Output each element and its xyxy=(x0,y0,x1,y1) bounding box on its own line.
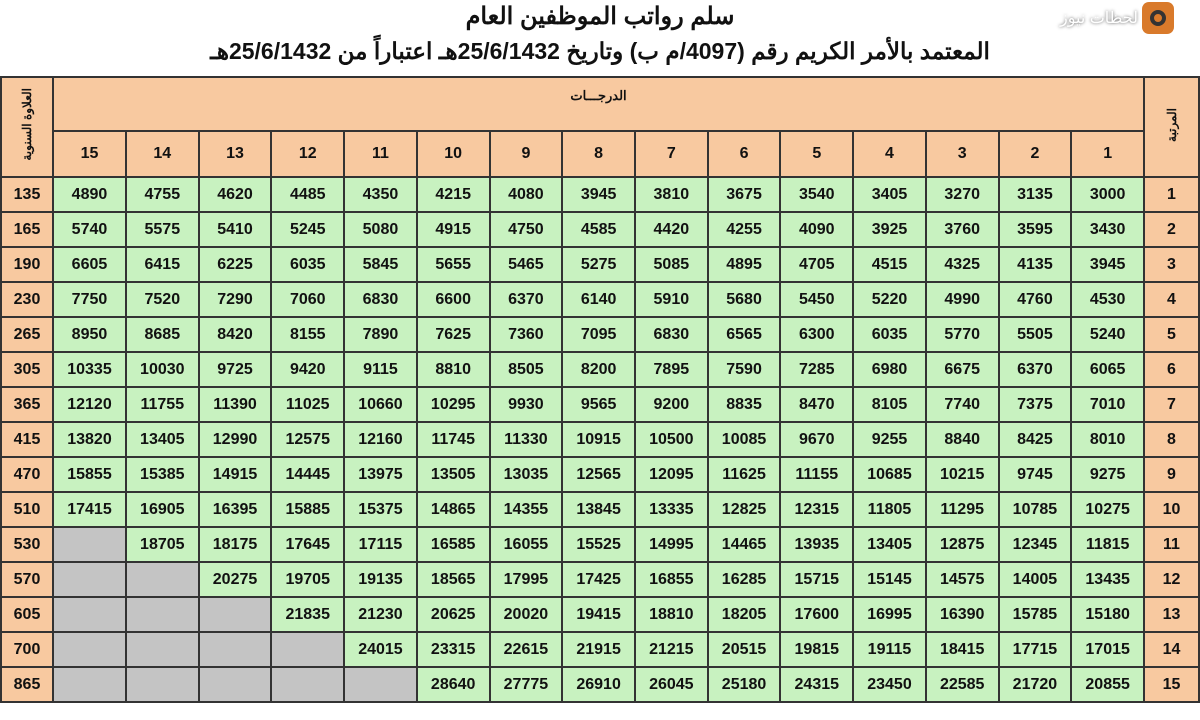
table-row xyxy=(1,632,1199,667)
salary-cell: 19115 xyxy=(853,632,926,667)
salary-cell: 14865 xyxy=(417,492,490,527)
salary-cell: 12575 xyxy=(271,422,344,457)
salary-cell: 9745 xyxy=(999,457,1072,492)
page-subtitle: المعتمد بالأمر الكريم رقم (4097/م ب) وتاريخ 25/6/1432هـ اعتباراً من 25/6/1432هـ xyxy=(210,38,990,64)
salary-cell: 4750 xyxy=(490,212,563,247)
salary-cell: 13975 xyxy=(344,457,417,492)
empty-cell xyxy=(199,632,272,667)
salary-cell: 14005 xyxy=(999,562,1072,597)
salary-cell: 4620 xyxy=(199,177,272,212)
salary-cell: 11295 xyxy=(926,492,999,527)
salary-cell: 6830 xyxy=(635,317,708,352)
salary-cell: 5910 xyxy=(635,282,708,317)
salary-cell: 5085 xyxy=(635,247,708,282)
salary-cell: 15145 xyxy=(853,562,926,597)
salary-cell: 7290 xyxy=(199,282,272,317)
salary-cell: 17715 xyxy=(999,632,1072,667)
salary-cell: 8685 xyxy=(126,317,199,352)
camera-logo-icon xyxy=(1142,2,1174,34)
empty-cell xyxy=(53,667,126,702)
salary-cell: 9420 xyxy=(271,352,344,387)
salary-cell: 4990 xyxy=(926,282,999,317)
salary-cell: 4585 xyxy=(562,212,635,247)
salary-cell: 3430 xyxy=(1071,212,1144,247)
rank-cell: 9 xyxy=(1144,457,1199,492)
salary-cell: 11755 xyxy=(126,387,199,422)
salary-cell: 4485 xyxy=(271,177,344,212)
increment-cell: 265 xyxy=(1,317,53,352)
salary-cell: 10660 xyxy=(344,387,417,422)
salary-cell: 15785 xyxy=(999,597,1072,632)
salary-cell: 10275 xyxy=(1071,492,1144,527)
salary-cell: 15715 xyxy=(780,562,853,597)
salary-cell: 6830 xyxy=(344,282,417,317)
salary-cell: 14445 xyxy=(271,457,344,492)
table-row xyxy=(1,457,1199,492)
salary-cell: 8200 xyxy=(562,352,635,387)
salary-cell: 8105 xyxy=(853,387,926,422)
salary-cell: 6370 xyxy=(999,352,1072,387)
salary-cell: 13335 xyxy=(635,492,708,527)
rank-cell: 3 xyxy=(1144,247,1199,282)
grade-header: 8 xyxy=(562,131,635,177)
salary-cell: 8470 xyxy=(780,387,853,422)
increment-cell: 165 xyxy=(1,212,53,247)
salary-cell: 24315 xyxy=(780,667,853,702)
salary-cell: 7590 xyxy=(708,352,781,387)
increment-cell: 605 xyxy=(1,597,53,632)
salary-cell: 15855 xyxy=(53,457,126,492)
salary-cell: 5655 xyxy=(417,247,490,282)
salary-cell: 15885 xyxy=(271,492,344,527)
salary-cell: 4895 xyxy=(708,247,781,282)
salary-cell: 10915 xyxy=(562,422,635,457)
salary-cell: 19705 xyxy=(271,562,344,597)
salary-cell: 20275 xyxy=(199,562,272,597)
salary-cell: 19135 xyxy=(344,562,417,597)
salary-cell: 11745 xyxy=(417,422,490,457)
salary-cell: 8425 xyxy=(999,422,1072,457)
salary-cell: 10295 xyxy=(417,387,490,422)
salary-cell: 4915 xyxy=(417,212,490,247)
increment-cell: 365 xyxy=(1,387,53,422)
salary-cell: 7520 xyxy=(126,282,199,317)
table-row xyxy=(1,282,1199,317)
salary-cell: 4420 xyxy=(635,212,708,247)
grade-header: 14 xyxy=(126,131,199,177)
rank-cell: 7 xyxy=(1144,387,1199,422)
salary-cell: 17645 xyxy=(271,527,344,562)
salary-cell: 7890 xyxy=(344,317,417,352)
salary-cell: 7375 xyxy=(999,387,1072,422)
salary-cell: 6065 xyxy=(1071,352,1144,387)
salary-cell: 6370 xyxy=(490,282,563,317)
grade-header: 9 xyxy=(490,131,563,177)
grade-header: 10 xyxy=(417,131,490,177)
salary-cell: 5845 xyxy=(344,247,417,282)
table-row xyxy=(1,247,1199,282)
table-row xyxy=(1,212,1199,247)
salary-cell: 16855 xyxy=(635,562,708,597)
salary-cell: 12875 xyxy=(926,527,999,562)
grade-header: 7 xyxy=(635,131,708,177)
table-row xyxy=(1,352,1199,387)
salary-cell: 5080 xyxy=(344,212,417,247)
salary-cell: 13820 xyxy=(53,422,126,457)
salary-cell: 18205 xyxy=(708,597,781,632)
rank-cell: 5 xyxy=(1144,317,1199,352)
salary-cell: 9670 xyxy=(780,422,853,457)
salary-cell: 5240 xyxy=(1071,317,1144,352)
salary-cell: 9565 xyxy=(562,387,635,422)
salary-cell: 9115 xyxy=(344,352,417,387)
salary-cell: 16585 xyxy=(417,527,490,562)
salary-cell: 16995 xyxy=(853,597,926,632)
grade-header: 13 xyxy=(199,131,272,177)
salary-cell: 6035 xyxy=(271,247,344,282)
salary-cell: 9725 xyxy=(199,352,272,387)
salary-cell: 16905 xyxy=(126,492,199,527)
grade-header: 11 xyxy=(344,131,417,177)
rank-header: المرتبة xyxy=(1144,77,1199,177)
salary-cell: 14915 xyxy=(199,457,272,492)
table-row xyxy=(1,317,1199,352)
increment-cell: 415 xyxy=(1,422,53,457)
salary-cell: 20515 xyxy=(708,632,781,667)
grade-header: 5 xyxy=(780,131,853,177)
empty-cell xyxy=(199,597,272,632)
increment-cell: 190 xyxy=(1,247,53,282)
salary-cell: 4135 xyxy=(999,247,1072,282)
salary-cell: 5465 xyxy=(490,247,563,282)
salary-cell: 4325 xyxy=(926,247,999,282)
salary-cell: 15375 xyxy=(344,492,417,527)
salary-cell: 4215 xyxy=(417,177,490,212)
salary-cell: 10215 xyxy=(926,457,999,492)
salary-cell: 5575 xyxy=(126,212,199,247)
salary-cell: 7285 xyxy=(780,352,853,387)
empty-cell xyxy=(271,632,344,667)
increment-cell: 135 xyxy=(1,177,53,212)
salary-cell: 15180 xyxy=(1071,597,1144,632)
salary-cell: 20855 xyxy=(1071,667,1144,702)
salary-cell: 22585 xyxy=(926,667,999,702)
salary-cell: 18810 xyxy=(635,597,708,632)
empty-cell xyxy=(53,527,126,562)
salary-cell: 7095 xyxy=(562,317,635,352)
empty-cell xyxy=(53,597,126,632)
salary-cell: 3810 xyxy=(635,177,708,212)
increment-cell: 305 xyxy=(1,352,53,387)
salary-cell: 10030 xyxy=(126,352,199,387)
table-row xyxy=(1,562,1199,597)
salary-cell: 7750 xyxy=(53,282,126,317)
rank-cell: 11 xyxy=(1144,527,1199,562)
salary-cell: 10785 xyxy=(999,492,1072,527)
rank-cell: 8 xyxy=(1144,422,1199,457)
grade-header: 3 xyxy=(926,131,999,177)
salary-cell: 6035 xyxy=(853,317,926,352)
increment-header: العلاوة السنوية xyxy=(1,77,53,177)
salary-cell: 5275 xyxy=(562,247,635,282)
rank-cell: 10 xyxy=(1144,492,1199,527)
salary-cell: 23315 xyxy=(417,632,490,667)
salary-cell: 18175 xyxy=(199,527,272,562)
increment-cell: 530 xyxy=(1,527,53,562)
rank-cell: 2 xyxy=(1144,212,1199,247)
salary-cell: 12315 xyxy=(780,492,853,527)
salary-cell: 17415 xyxy=(53,492,126,527)
salary-cell: 16390 xyxy=(926,597,999,632)
increment-cell: 865 xyxy=(1,667,53,702)
salary-cell: 11805 xyxy=(853,492,926,527)
salary-cell: 27775 xyxy=(490,667,563,702)
salary-cell: 8155 xyxy=(271,317,344,352)
salary-cell: 10500 xyxy=(635,422,708,457)
salary-cell: 7740 xyxy=(926,387,999,422)
salary-cell: 11155 xyxy=(780,457,853,492)
salary-cell: 12095 xyxy=(635,457,708,492)
salary-cell: 8835 xyxy=(708,387,781,422)
salary-cell: 15385 xyxy=(126,457,199,492)
salary-cell: 11815 xyxy=(1071,527,1144,562)
salary-cell: 13845 xyxy=(562,492,635,527)
salary-cell: 3595 xyxy=(999,212,1072,247)
grade-header: 2 xyxy=(999,131,1072,177)
salary-cell: 5410 xyxy=(199,212,272,247)
salary-cell: 25180 xyxy=(708,667,781,702)
salary-cell: 18705 xyxy=(126,527,199,562)
salary-cell: 5245 xyxy=(271,212,344,247)
salary-cell: 18565 xyxy=(417,562,490,597)
salary-cell: 12120 xyxy=(53,387,126,422)
grade-header: 6 xyxy=(708,131,781,177)
salary-cell: 14995 xyxy=(635,527,708,562)
grade-header: 12 xyxy=(271,131,344,177)
salary-cell: 14465 xyxy=(708,527,781,562)
salary-cell: 4090 xyxy=(780,212,853,247)
table-row xyxy=(1,597,1199,632)
salary-cell: 8420 xyxy=(199,317,272,352)
salary-cell: 6600 xyxy=(417,282,490,317)
salary-cell: 11025 xyxy=(271,387,344,422)
salary-cell: 20625 xyxy=(417,597,490,632)
empty-cell xyxy=(199,667,272,702)
rank-cell: 4 xyxy=(1144,282,1199,317)
salary-cell: 4760 xyxy=(999,282,1072,317)
salary-cell: 21835 xyxy=(271,597,344,632)
table-row xyxy=(1,177,1199,212)
salary-cell: 8950 xyxy=(53,317,126,352)
salary-cell: 17995 xyxy=(490,562,563,597)
salary-cell: 12565 xyxy=(562,457,635,492)
salary-cell: 3270 xyxy=(926,177,999,212)
empty-cell xyxy=(271,667,344,702)
salary-cell: 9930 xyxy=(490,387,563,422)
salary-cell: 4530 xyxy=(1071,282,1144,317)
salary-cell: 11625 xyxy=(708,457,781,492)
salary-cell: 6605 xyxy=(53,247,126,282)
table-row xyxy=(1,527,1199,562)
salary-cell: 9275 xyxy=(1071,457,1144,492)
grade-header: 4 xyxy=(853,131,926,177)
rank-cell: 1 xyxy=(1144,177,1199,212)
salary-cell: 6980 xyxy=(853,352,926,387)
salary-cell: 9255 xyxy=(853,422,926,457)
salary-cell: 5450 xyxy=(780,282,853,317)
salary-cell: 8505 xyxy=(490,352,563,387)
salary-cell: 21215 xyxy=(635,632,708,667)
salary-cell: 4755 xyxy=(126,177,199,212)
rank-cell: 12 xyxy=(1144,562,1199,597)
salary-cell: 10085 xyxy=(708,422,781,457)
salary-cell: 5680 xyxy=(708,282,781,317)
salary-cell: 6140 xyxy=(562,282,635,317)
salary-cell: 10335 xyxy=(53,352,126,387)
empty-cell xyxy=(126,597,199,632)
salary-cell: 23450 xyxy=(853,667,926,702)
salary-cell: 3925 xyxy=(853,212,926,247)
empty-cell xyxy=(344,667,417,702)
salary-cell: 3675 xyxy=(708,177,781,212)
salary-cell: 28640 xyxy=(417,667,490,702)
salary-cell: 13405 xyxy=(853,527,926,562)
salary-cell: 17425 xyxy=(562,562,635,597)
salary-cell: 13505 xyxy=(417,457,490,492)
grades-header: الدرجـــات xyxy=(53,77,1144,131)
empty-cell xyxy=(126,562,199,597)
salary-cell: 19815 xyxy=(780,632,853,667)
salary-cell: 6565 xyxy=(708,317,781,352)
salary-cell: 7360 xyxy=(490,317,563,352)
salary-cell: 22615 xyxy=(490,632,563,667)
salary-cell: 10685 xyxy=(853,457,926,492)
salary-cell: 5740 xyxy=(53,212,126,247)
salary-cell: 9200 xyxy=(635,387,708,422)
salary-cell: 18415 xyxy=(926,632,999,667)
rank-cell: 14 xyxy=(1144,632,1199,667)
rank-cell: 6 xyxy=(1144,352,1199,387)
salary-cell: 14355 xyxy=(490,492,563,527)
salary-cell: 21230 xyxy=(344,597,417,632)
page-title: سلم رواتب الموظفين العام xyxy=(465,3,735,30)
salary-cell: 17115 xyxy=(344,527,417,562)
salary-cell: 14575 xyxy=(926,562,999,597)
increment-cell: 470 xyxy=(1,457,53,492)
watermark xyxy=(1060,2,1174,34)
salary-cell: 6675 xyxy=(926,352,999,387)
salary-cell: 13035 xyxy=(490,457,563,492)
rank-cell: 13 xyxy=(1144,597,1199,632)
salary-cell: 11390 xyxy=(199,387,272,422)
salary-cell: 3405 xyxy=(853,177,926,212)
salary-cell: 5505 xyxy=(999,317,1072,352)
salary-cell: 16055 xyxy=(490,527,563,562)
salary-cell: 21915 xyxy=(562,632,635,667)
empty-cell xyxy=(53,632,126,667)
salary-cell: 6225 xyxy=(199,247,272,282)
table-row xyxy=(1,422,1199,457)
salary-cell: 16285 xyxy=(708,562,781,597)
salary-cell: 26910 xyxy=(562,667,635,702)
increment-cell: 570 xyxy=(1,562,53,597)
table-row xyxy=(1,492,1199,527)
salary-cell: 4515 xyxy=(853,247,926,282)
grade-header: 15 xyxy=(53,131,126,177)
salary-cell: 12825 xyxy=(708,492,781,527)
salary-cell: 17015 xyxy=(1071,632,1144,667)
salary-cell: 4890 xyxy=(53,177,126,212)
salary-cell: 13935 xyxy=(780,527,853,562)
grade-header: 1 xyxy=(1071,131,1144,177)
salary-cell: 3000 xyxy=(1071,177,1144,212)
salary-cell: 3135 xyxy=(999,177,1072,212)
salary-cell: 7010 xyxy=(1071,387,1144,422)
salary-cell: 15525 xyxy=(562,527,635,562)
salary-cell: 13435 xyxy=(1071,562,1144,597)
salary-table xyxy=(0,76,1200,703)
salary-cell: 8840 xyxy=(926,422,999,457)
increment-cell: 230 xyxy=(1,282,53,317)
salary-cell: 3760 xyxy=(926,212,999,247)
salary-cell: 21720 xyxy=(999,667,1072,702)
salary-cell: 20020 xyxy=(490,597,563,632)
salary-cell: 19415 xyxy=(562,597,635,632)
salary-cell: 4080 xyxy=(490,177,563,212)
salary-cell: 11330 xyxy=(490,422,563,457)
increment-cell: 700 xyxy=(1,632,53,667)
increment-cell: 510 xyxy=(1,492,53,527)
salary-cell: 7895 xyxy=(635,352,708,387)
watermark-text: لحظات نيوز xyxy=(1060,10,1138,27)
salary-cell: 6300 xyxy=(780,317,853,352)
salary-cell: 4255 xyxy=(708,212,781,247)
salary-cell: 5770 xyxy=(926,317,999,352)
empty-cell xyxy=(53,562,126,597)
salary-cell: 7625 xyxy=(417,317,490,352)
salary-cell: 4350 xyxy=(344,177,417,212)
salary-cell: 12160 xyxy=(344,422,417,457)
salary-cell: 26045 xyxy=(635,667,708,702)
salary-cell: 12990 xyxy=(199,422,272,457)
salary-cell: 17600 xyxy=(780,597,853,632)
empty-cell xyxy=(126,667,199,702)
salary-cell: 3945 xyxy=(562,177,635,212)
salary-cell: 8010 xyxy=(1071,422,1144,457)
salary-cell: 24015 xyxy=(344,632,417,667)
salary-cell: 12345 xyxy=(999,527,1072,562)
table-row xyxy=(1,387,1199,422)
salary-cell: 7060 xyxy=(271,282,344,317)
salary-cell: 13405 xyxy=(126,422,199,457)
salary-cell: 4705 xyxy=(780,247,853,282)
table-row xyxy=(1,667,1199,702)
salary-cell: 16395 xyxy=(199,492,272,527)
empty-cell xyxy=(126,632,199,667)
salary-cell: 8810 xyxy=(417,352,490,387)
rank-cell: 15 xyxy=(1144,667,1199,702)
salary-cell: 5220 xyxy=(853,282,926,317)
salary-cell: 3945 xyxy=(1071,247,1144,282)
salary-cell: 3540 xyxy=(780,177,853,212)
salary-cell: 6415 xyxy=(126,247,199,282)
